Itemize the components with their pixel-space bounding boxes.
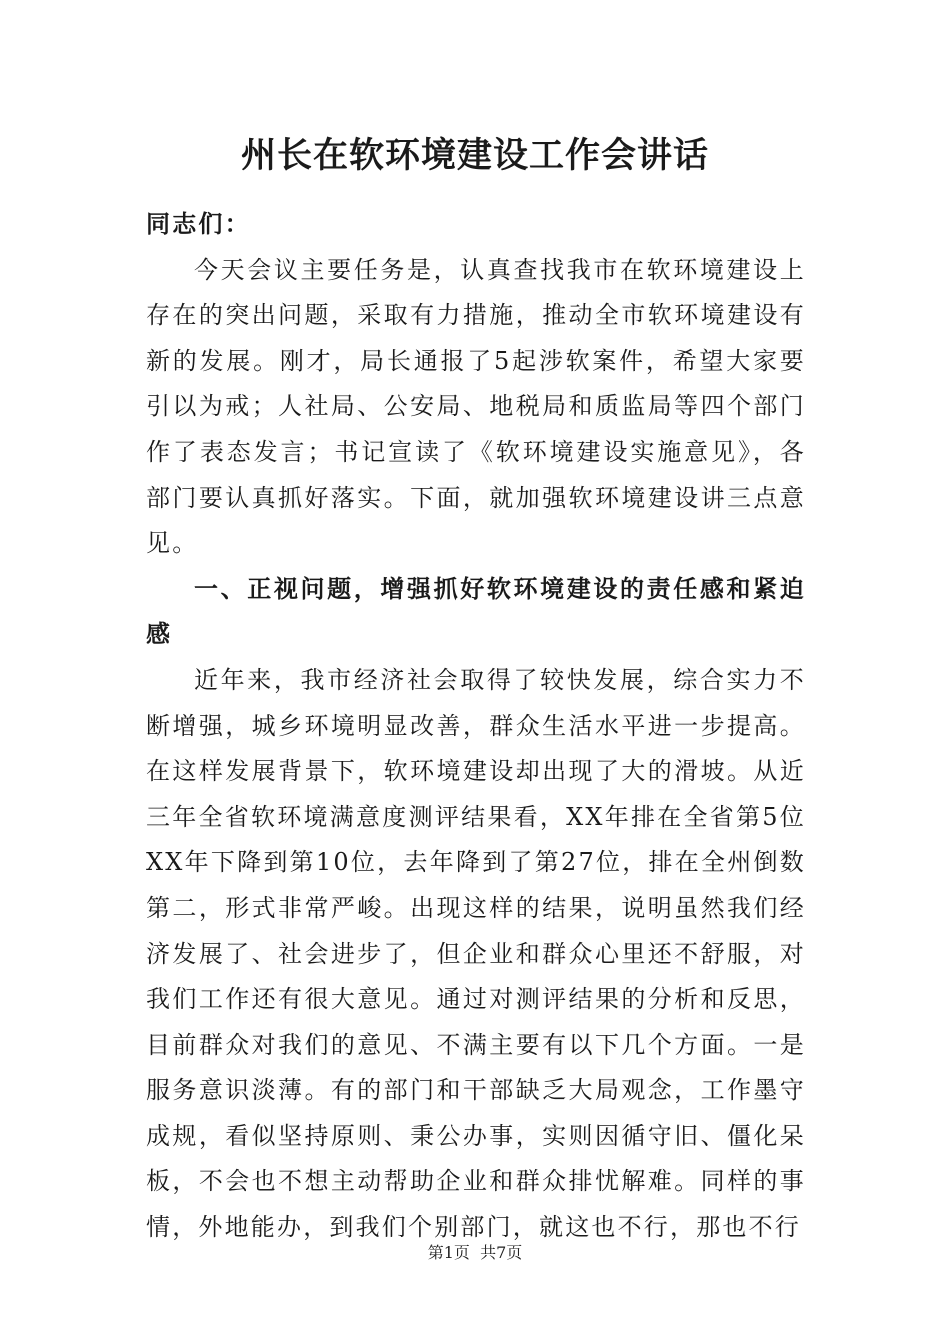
page-title: 州长在软环境建设工作会讲话 (240, 135, 709, 176)
section-heading: 一、正视问题，增强抓好软环境建设的责任感和紧迫感 (146, 574, 806, 649)
page-number: 第1页 (427, 1243, 470, 1262)
page-total: 共7页 (480, 1243, 523, 1262)
intro-paragraph: 今天会议主要任务是，认真查找我市在软环境建设上存在的突出问题，采取有力措施，推动全市软环境建设有新的发展。刚才，局长通报了5起涉软案件，希望大家要引以为戒；人社局、公安局、地税局和质监局等四个部门作了表态发言；书记宣读了《软环境建设实施意见》，各部门要认真抓好落实。下面，就加强软环境建设讲三点意见。 (146, 255, 806, 558)
section-paragraph: 近年来，我市经济社会取得了较快发展，综合实力不断增强，城乡环境明显改善，群众生活水平进一步提高。在这样发展背景下，软环境建设却出现了大的滑坡。从近三年全省软环境满意度测评结果看，XX年排在全省第5位XX年下降到第10位，去年降到了第27位，排在全州倒数第二，形式非常严峻。出现这样的结果，说明虽然我们经济发展了、社会进步了，但企业和群众心里还不舒服，对我们工作还有很大意见。通过对测评结果的分析和反思，目前群众对我们的意见、不满主要有以下几个方面。一是服务意识淡薄。有的部门和干部缺乏大局观念，工作墨守成规，看似坚持原则、秉公办事，实则因循守旧、僵化呆板，不会也不想主动帮助企业和群众排忧解难。同样的事情，外地能办，到我们个别部门，就这也不行，那也不行 (146, 665, 806, 1242)
page-footer (0, 1241, 950, 1265)
salutation: 同志们： (146, 210, 251, 238)
document-body (146, 202, 806, 1251)
